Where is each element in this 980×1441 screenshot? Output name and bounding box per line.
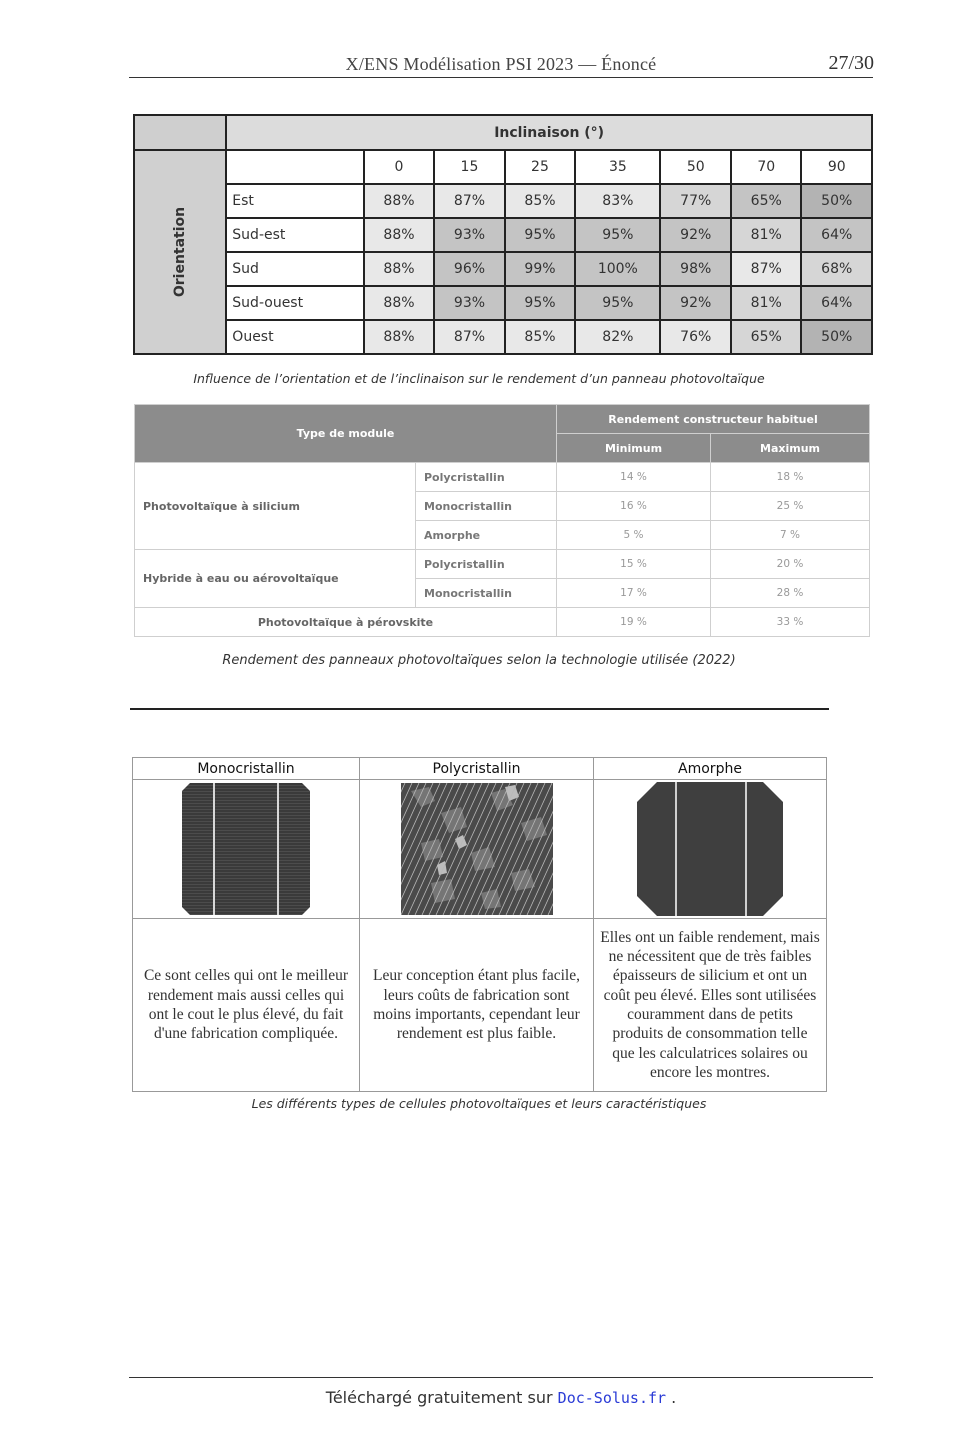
efficiency-cell: 65% (731, 320, 802, 354)
max-value: 20 % (711, 550, 870, 579)
polycristallin-description: Leur conception étant plus facile, leurs coûts de fabrication sont moins importants, cependant leur rendement est plus faible. (360, 919, 594, 1092)
efficiency-cell: 100% (575, 252, 660, 286)
amorphe-header: Amorphe (594, 758, 827, 780)
efficiency-cell: 83% (575, 184, 660, 218)
inclinaison-header: Inclinaison (°) (226, 115, 872, 150)
row-label: Est (226, 184, 363, 218)
orientation-inclination-table (133, 114, 873, 355)
efficiency-cell: 64% (801, 218, 872, 252)
type-module-header: Type de module (135, 405, 557, 463)
min-value: 15 % (557, 550, 711, 579)
efficiency-cell: 93% (434, 218, 505, 252)
angle-header: 90 (801, 150, 872, 184)
monocristallin-cell-image (182, 783, 310, 915)
minimum-header: Minimum (557, 434, 711, 463)
group-label: Hybride à eau ou aérovoltaïque (135, 550, 416, 608)
efficiency-cell: 82% (575, 320, 660, 354)
efficiency-cell: 92% (660, 218, 731, 252)
min-value: 14 % (557, 463, 711, 492)
efficiency-cell: 87% (434, 184, 505, 218)
polycristallin-cell-image (401, 783, 553, 915)
efficiency-cell: 95% (575, 218, 660, 252)
efficiency-cell: 99% (505, 252, 576, 286)
page-number: 27/30 (828, 52, 874, 74)
table-row (134, 320, 872, 354)
min-value: 16 % (557, 492, 711, 521)
module-type: Monocristallin (416, 492, 557, 521)
cell-types-table (132, 757, 827, 1092)
table1-caption: Influence de l’orientation et de l’inclinaison sur le rendement d’un panneau photovoltaïque (193, 371, 765, 386)
efficiency-cell: 88% (364, 320, 435, 354)
rendement-header: Rendement constructeur habituel (557, 405, 870, 434)
min-value: 17 % (557, 579, 711, 608)
max-value: 25 % (711, 492, 870, 521)
monocristallin-description: Ce sont celles qui ont le meilleur rendement mais aussi celles qui ont le cout le plus élevé, du fait d'une fabrication compliquée. (133, 919, 360, 1092)
efficiency-cell: 96% (434, 252, 505, 286)
efficiency-cell: 85% (505, 320, 576, 354)
angle-header: 50 (660, 150, 731, 184)
running-header-title: X/ENS Modélisation PSI 2023 — Énoncé (345, 54, 657, 74)
row-label: Ouest (226, 320, 363, 354)
orientation-header: Orientation (134, 150, 226, 354)
polycristallin-image-cell (360, 780, 594, 919)
efficiency-cell: 93% (434, 286, 505, 320)
module-type: Monocristallin (416, 579, 557, 608)
efficiency-cell: 88% (364, 252, 435, 286)
footer-text: Téléchargé gratuitement sur (325, 1388, 558, 1407)
efficiency-cell: 88% (364, 184, 435, 218)
efficiency-cell: 50% (801, 184, 872, 218)
efficiency-cell: 81% (731, 218, 802, 252)
efficiency-cell: 68% (801, 252, 872, 286)
table-row (135, 463, 870, 492)
efficiency-cell: 85% (505, 184, 576, 218)
min-value: 19 % (557, 608, 711, 637)
angle-header: 15 (434, 150, 505, 184)
efficiency-cell: 87% (731, 252, 802, 286)
min-value: 5 % (557, 521, 711, 550)
angle-header: 25 (505, 150, 576, 184)
monocristallin-image-cell (133, 780, 360, 919)
module-efficiency-table (134, 404, 870, 637)
efficiency-cell: 76% (660, 320, 731, 354)
table-row (135, 550, 870, 579)
efficiency-cell: 50% (801, 320, 872, 354)
row-label: Sud-ouest (226, 286, 363, 320)
amorphe-cell-image (637, 782, 783, 916)
footer-rule (129, 1377, 873, 1378)
header-rule (129, 77, 873, 78)
max-value: 7 % (711, 521, 870, 550)
efficiency-cell: 95% (505, 218, 576, 252)
efficiency-cell: 77% (660, 184, 731, 218)
group-label: Photovoltaïque à pérovskite (135, 608, 557, 637)
max-value: 18 % (711, 463, 870, 492)
amorphe-description: Elles ont un faible rendement, mais ne nécessitent que de très faibles épaisseurs de silicium et ont un coût peu élevé. Elles sont utilisées couramment dans de petits produits de consommation telle que les calculatrices solaires ou encore les montres. (594, 919, 827, 1092)
amorphe-image-cell (594, 780, 827, 919)
footer (0, 1388, 980, 1407)
efficiency-cell: 95% (575, 286, 660, 320)
module-type: Amorphe (416, 521, 557, 550)
efficiency-cell: 81% (731, 286, 802, 320)
angle-header: 0 (364, 150, 435, 184)
table3-caption: Les différents types de cellules photovoltaïques et leurs caractéristiques (251, 1096, 707, 1111)
row-label: Sud-est (226, 218, 363, 252)
maximum-header: Maximum (711, 434, 870, 463)
doc-solus-link[interactable]: Doc-Solus.fr (557, 1389, 667, 1407)
table-row (134, 252, 872, 286)
section-divider (130, 708, 829, 710)
efficiency-cell: 92% (660, 286, 731, 320)
row-label: Sud (226, 252, 363, 286)
monocristallin-header: Monocristallin (133, 758, 360, 780)
efficiency-cell: 98% (660, 252, 731, 286)
table-row (135, 608, 870, 637)
module-type: Polycristallin (416, 550, 557, 579)
efficiency-cell: 88% (364, 218, 435, 252)
efficiency-cell: 64% (801, 286, 872, 320)
efficiency-cell: 65% (731, 184, 802, 218)
angle-header: 70 (731, 150, 802, 184)
angle-header: 35 (575, 150, 660, 184)
efficiency-cell: 88% (364, 286, 435, 320)
efficiency-cell: 95% (505, 286, 576, 320)
max-value: 28 % (711, 579, 870, 608)
efficiency-cell: 87% (434, 320, 505, 354)
footer-end: . (666, 1388, 677, 1407)
table1-corner-cell (134, 115, 226, 150)
table-row (134, 184, 872, 218)
polycristallin-header: Polycristallin (360, 758, 594, 780)
module-type: Polycristallin (416, 463, 557, 492)
table-row (134, 286, 872, 320)
table2-caption: Rendement des panneaux photovoltaïques selon la technologie utilisée (2022) (222, 653, 736, 668)
group-label: Photovoltaïque à silicium (135, 463, 416, 550)
table1-blank-header (226, 150, 363, 184)
max-value: 33 % (711, 608, 870, 637)
table-row (134, 218, 872, 252)
